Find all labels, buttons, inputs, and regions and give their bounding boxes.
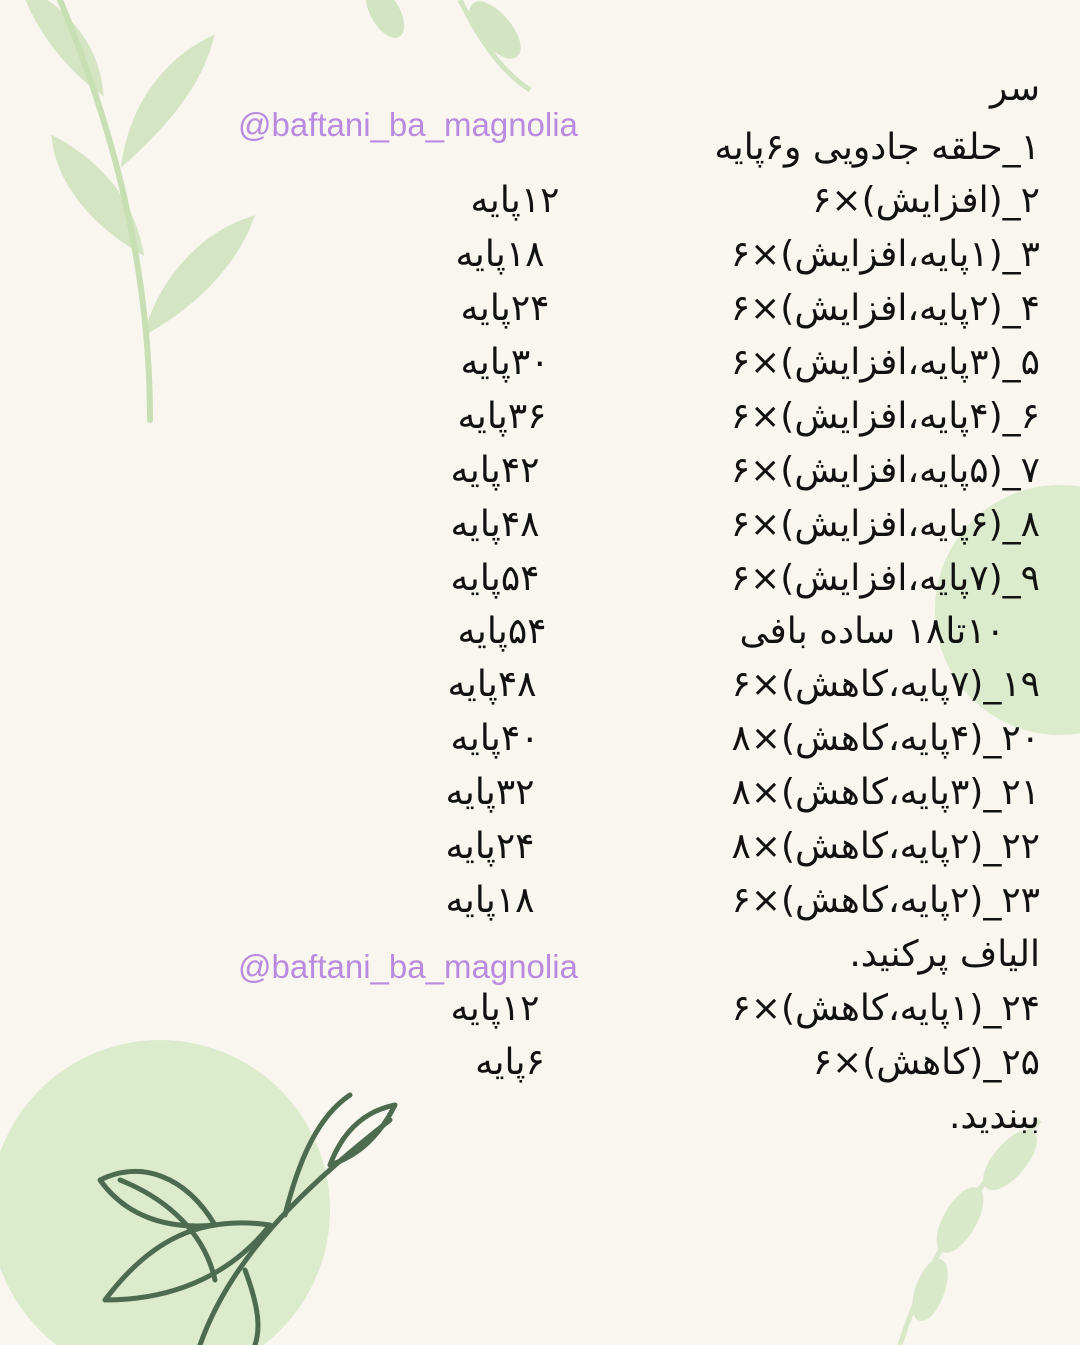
row-stitch-count: ۵۴پایه <box>457 611 547 652</box>
watermark-handle: @baftani_ba_magnolia <box>238 948 578 985</box>
row-stitch-count: ۶پایه <box>475 1042 545 1083</box>
row-instruction: ۳_(۱پایه،افزایش)×۶ <box>730 234 1040 275</box>
row-instruction: ببندید. <box>948 1096 1040 1137</box>
pattern-title: سر <box>989 68 1040 109</box>
leaf-branch-icon <box>362 0 530 90</box>
row-stitch-count: ۲۴پایه <box>445 826 535 867</box>
pattern-row <box>0 928 1080 982</box>
row-instruction: ۵_(۳پایه،افزایش)×۶ <box>730 342 1040 383</box>
row-instruction: ۲۲_(۲پایه،کاهش)×۸ <box>731 826 1040 867</box>
row-instruction: ۶_(۴پایه،افزایش)×۶ <box>730 396 1040 437</box>
row-stitch-count: ۵۴پایه <box>450 558 540 599</box>
pattern-row <box>0 121 1080 175</box>
pattern-row <box>0 336 1080 390</box>
row-stitch-count: ۲۴پایه <box>460 288 550 329</box>
row-instruction: الیاف پرکنید. <box>849 934 1040 975</box>
row-instruction: ۱۹_(۷پایه،کاهش)×۶ <box>731 664 1040 705</box>
row-stitch-count: ۱۲پایه <box>470 180 560 221</box>
row-instruction: ۷_(۵پایه،افزایش)×۶ <box>730 450 1040 491</box>
row-stitch-count: ۳۰پایه <box>460 342 550 383</box>
row-instruction: ۹_(۷پایه،افزایش)×۶ <box>730 558 1040 599</box>
row-instruction: ۴_(۲پایه،افزایش)×۶ <box>730 288 1040 329</box>
pattern-row <box>0 982 1080 1036</box>
row-instruction: ۲۳_(۲پایه،کاهش)×۶ <box>731 880 1040 921</box>
row-instruction: ۲۴_(۱پایه،کاهش)×۶ <box>731 988 1040 1029</box>
row-stitch-count: ۴۸پایه <box>447 664 537 705</box>
row-stitch-count: ۴۸پایه <box>450 504 540 545</box>
row-instruction: ۲۱_(۳پایه،کاهش)×۸ <box>731 772 1040 813</box>
watermark-handle: @baftani_ba_magnolia <box>238 106 578 143</box>
row-stitch-count: ۱۸پایه <box>455 234 545 275</box>
row-instruction: ۲_(افزایش)×۶ <box>812 180 1040 221</box>
row-stitch-count: ۳۲پایه <box>445 772 535 813</box>
row-stitch-count: ۳۶پایه <box>457 396 547 437</box>
row-instruction: ۸_(۶پایه،افزایش)×۶ <box>730 504 1040 545</box>
pattern-row <box>0 1090 1080 1144</box>
pattern-row <box>0 820 1080 874</box>
pattern-row <box>0 552 1080 606</box>
row-stitch-count: ۴۲پایه <box>450 450 540 491</box>
pattern-row <box>0 874 1080 928</box>
pattern-row <box>0 1036 1080 1090</box>
pattern-row <box>0 605 1080 659</box>
pattern-row <box>0 658 1080 712</box>
row-stitch-count: ۱۲پایه <box>450 988 540 1029</box>
pattern-row <box>0 712 1080 766</box>
leaf-branch-icon <box>900 1120 1043 1345</box>
pattern-row <box>0 766 1080 820</box>
pattern-row <box>0 390 1080 444</box>
row-instruction: ۱_حلقه جادویی و۶پایه <box>714 127 1040 168</box>
row-instruction: ۲۰_(۴پایه،کاهش)×۸ <box>731 718 1040 759</box>
pattern-row <box>0 282 1080 336</box>
row-instruction: ۲۵_(کاهش)×۶ <box>812 1042 1040 1083</box>
row-instruction: ۱۰تا۱۸ ساده بافی <box>739 611 1005 652</box>
pattern-row <box>0 228 1080 282</box>
pattern-row <box>0 174 1080 228</box>
row-stitch-count: ۴۰پایه <box>450 718 540 759</box>
row-stitch-count: ۱۸پایه <box>445 880 535 921</box>
pattern-row <box>0 498 1080 552</box>
pattern-row <box>0 444 1080 498</box>
